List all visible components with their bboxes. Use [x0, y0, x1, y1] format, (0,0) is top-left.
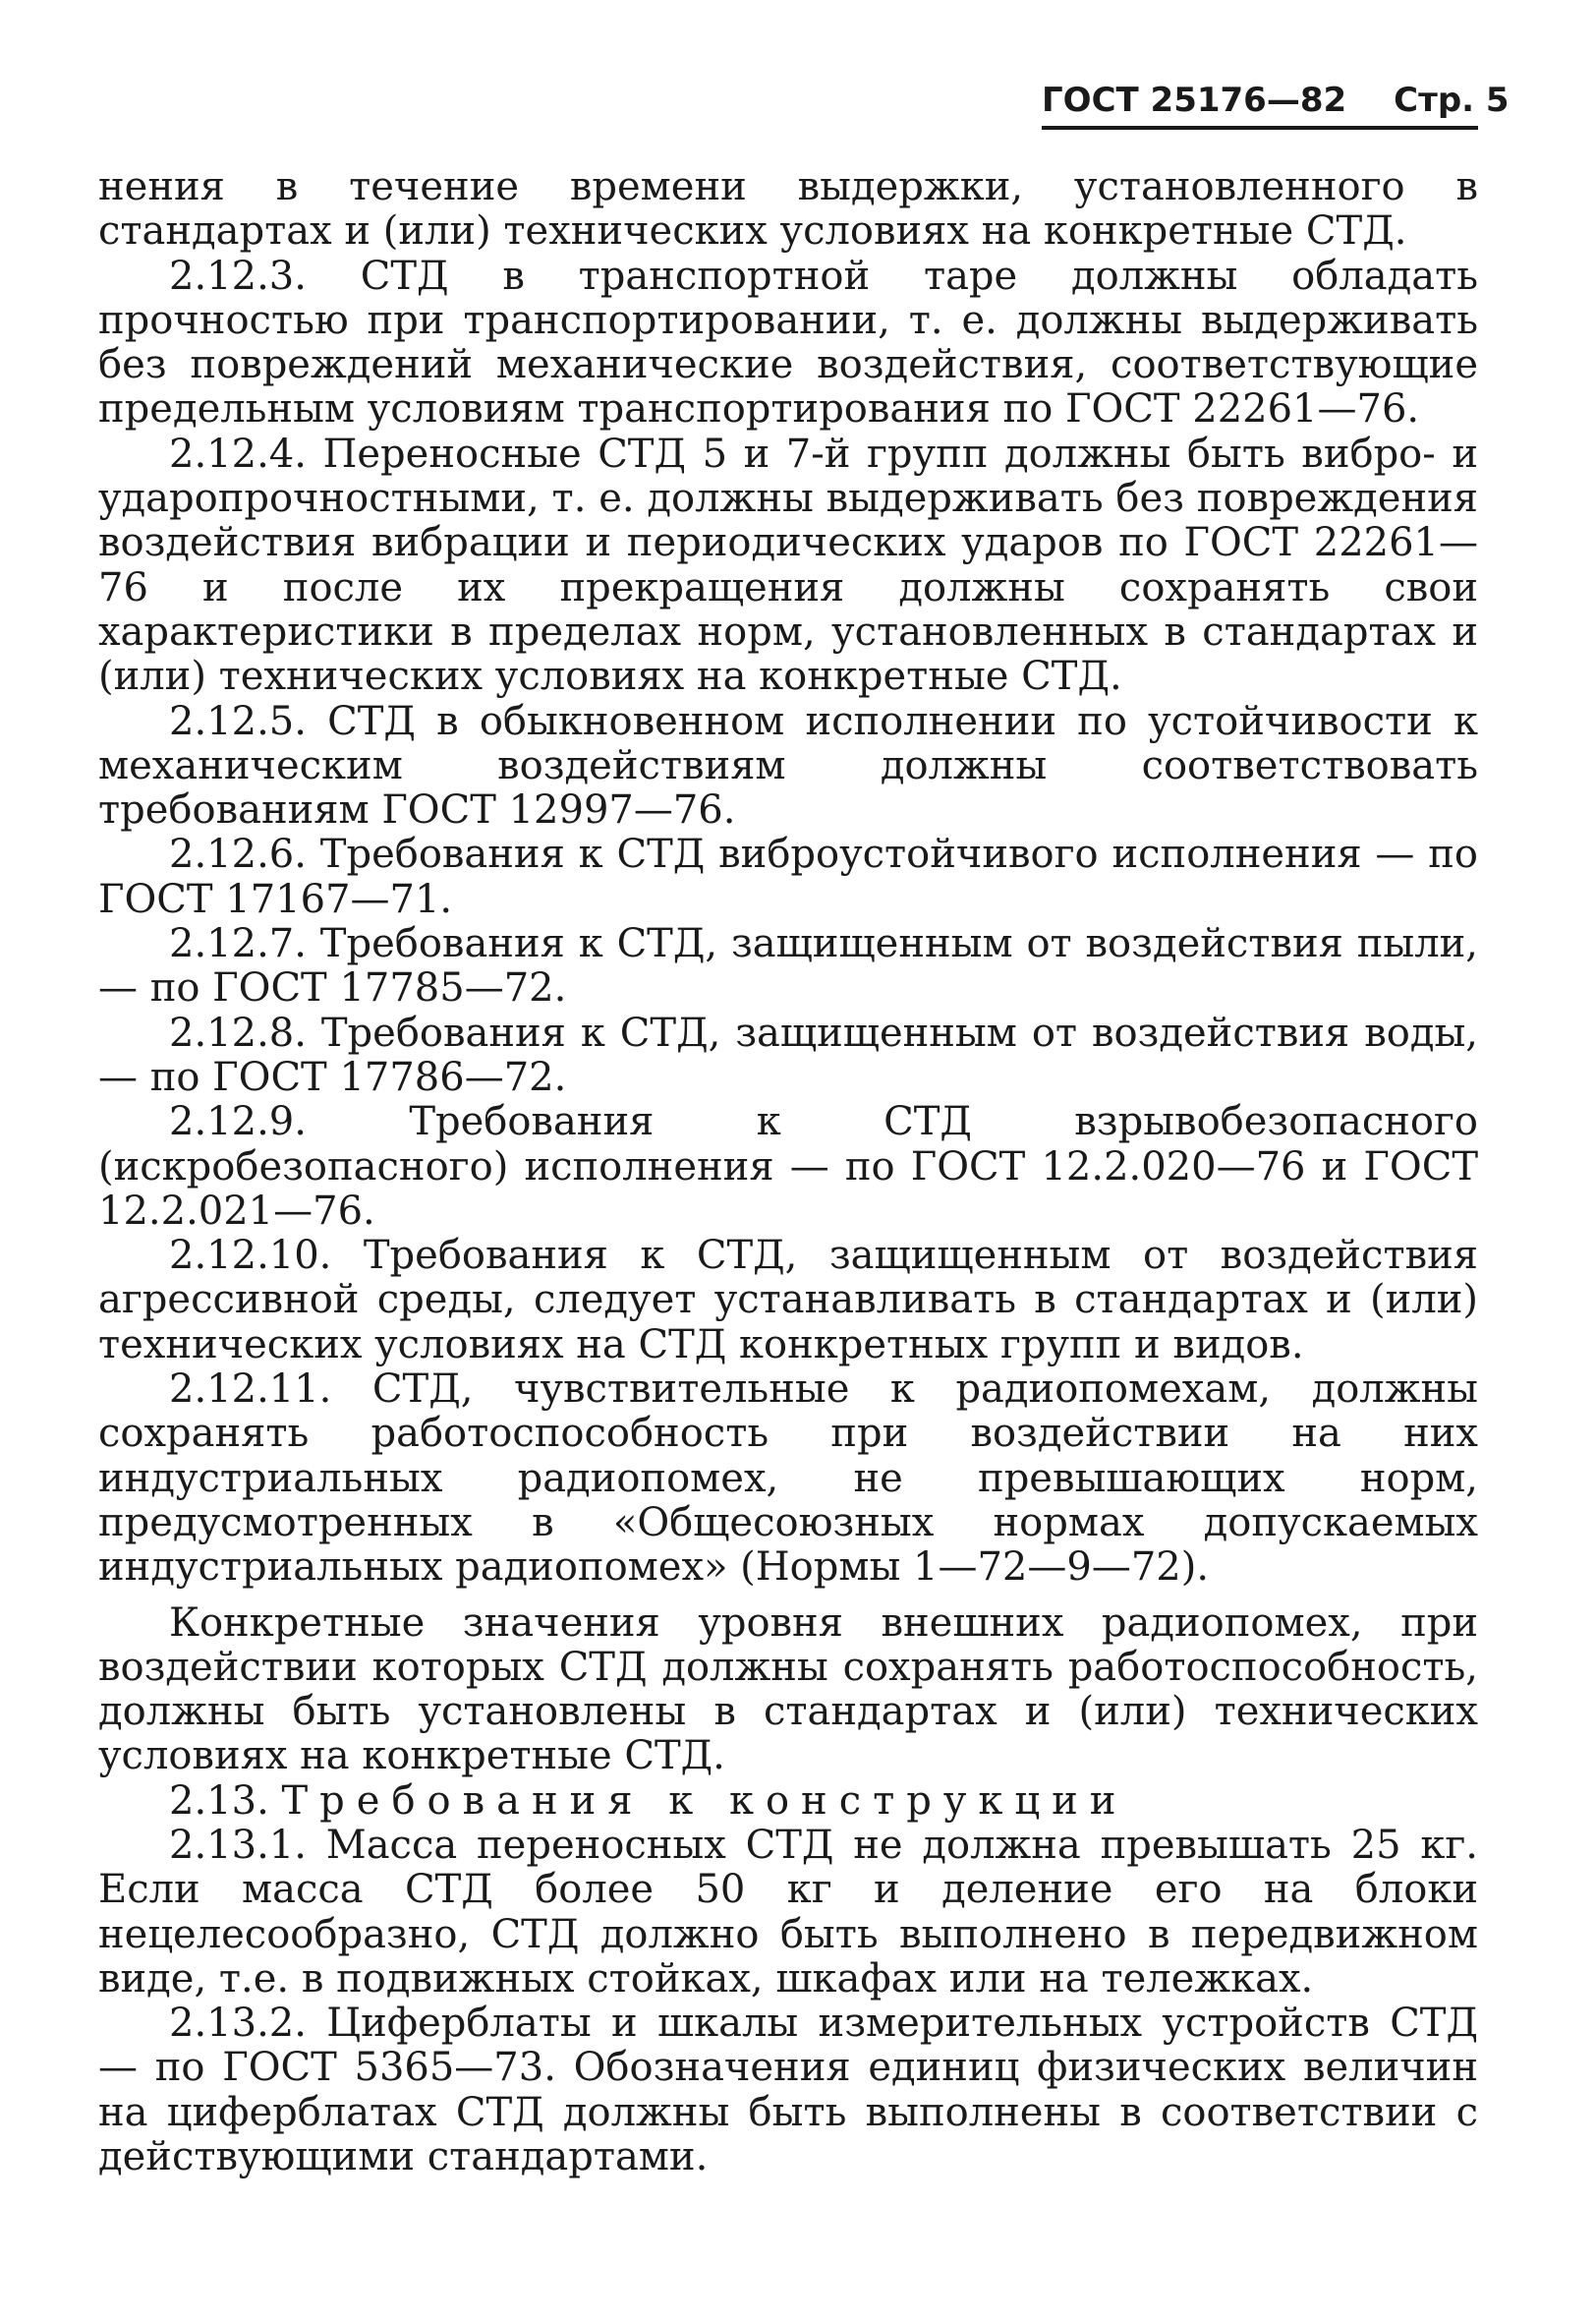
paragraph: 2.13.2. Циферблаты и шкалы измерительных устройств СТД — по ГОСТ 5365—73. Обозначения единиц физических величин на циферблатах СТД должны быть выполнены в соответствии с действующими стандартами. [98, 2001, 1478, 2180]
paragraph: 2.12.6. Требования к СТД виброустойчивого исполнения — по ГОСТ 17167—71. [98, 832, 1478, 922]
section-heading [98, 1779, 1478, 1824]
paragraph: 2.12.8. Требования к СТД, защищенным от воздействия воды, — по ГОСТ 17786—72. [98, 1010, 1478, 1100]
paragraph: 2.12.7. Требования к СТД, защищенным от воздействия пыли, — по ГОСТ 17785—72. [98, 921, 1478, 1012]
page-header [1042, 71, 1510, 130]
paragraph: 2.12.9. Требования к СТД взрывобезопасного (искробезопасного) исполнения — по ГОСТ 12.2.020—76 и ГОСТ 12.2.021—76. [98, 1099, 1478, 1234]
paragraph: 2.12.4. Переносные СТД 5 и 7-й групп должны быть вибро- и ударопрочностными, т. е. должны выдерживать без повреждения воздействия вибрации и периодических ударов по ГОСТ 22261—76 и после их прекращения должны сохранять свои характеристики в пределах норм, установленных в стандартах и (или) технических условиях на конкретные СТД. [98, 431, 1478, 700]
paragraph: Конкретные значения уровня внешних радиопомех, при воздействии которых СТД должны сохранять работоспособность, должны быть установлены в стандартах и (или) технических условиях на конкретные СТД. [98, 1599, 1478, 1779]
page-number: Стр. 5 [1394, 81, 1510, 120]
section-number: 2.13. [169, 1777, 269, 1824]
paragraph: нения в течение времени выдержки, установленного в стандартах и (или) технических условиях на конкретные СТД. [98, 164, 1478, 255]
paragraph: 2.12.3. СТД в транспортной таре должны обладать прочностью при транспортировании, т. е. должны выдерживать без повреждений механические воздействия, соответствующие предельным условиям транспортирования по ГОСТ 22261—76. [98, 253, 1478, 433]
paragraph: 2.13.1. Масса переносных СТД не должна превышать 25 кг. Если масса СТД более 50 кг и деление его на блоки нецелесообразно, СТД должно быть выполнено в передвижном виде, т.е. в подвижных стойках, шкафах или на тележках. [98, 1822, 1478, 2002]
paragraph: 2.12.5. СТД в обыкновенном исполнении по устойчивости к механическим воздействиям должны соответствовать требованиям ГОСТ 12997—76. [98, 698, 1478, 834]
doc-code: ГОСТ 25176—82 [1042, 81, 1347, 120]
paragraph: 2.12.11. СТД, чувствительные к радиопомехам, должны сохранять работоспособность при воздействии на них индустриальных радиопомех, не превышающих норм, предусмотренных в «Общесоюзных нормах допускаемых индустриальных радиопомех» (Нормы 1—72—9—72). [98, 1366, 1478, 1591]
paragraph: 2.12.10. Требования к СТД, защищенным от воздействия агрессивной среды, следует устанавливать в стандартах и (или) технических условиях на СТД конкретных групп и видов. [98, 1233, 1478, 1367]
section-title: Требования к конструкции [281, 1777, 1128, 1824]
body-text [98, 165, 1478, 2179]
